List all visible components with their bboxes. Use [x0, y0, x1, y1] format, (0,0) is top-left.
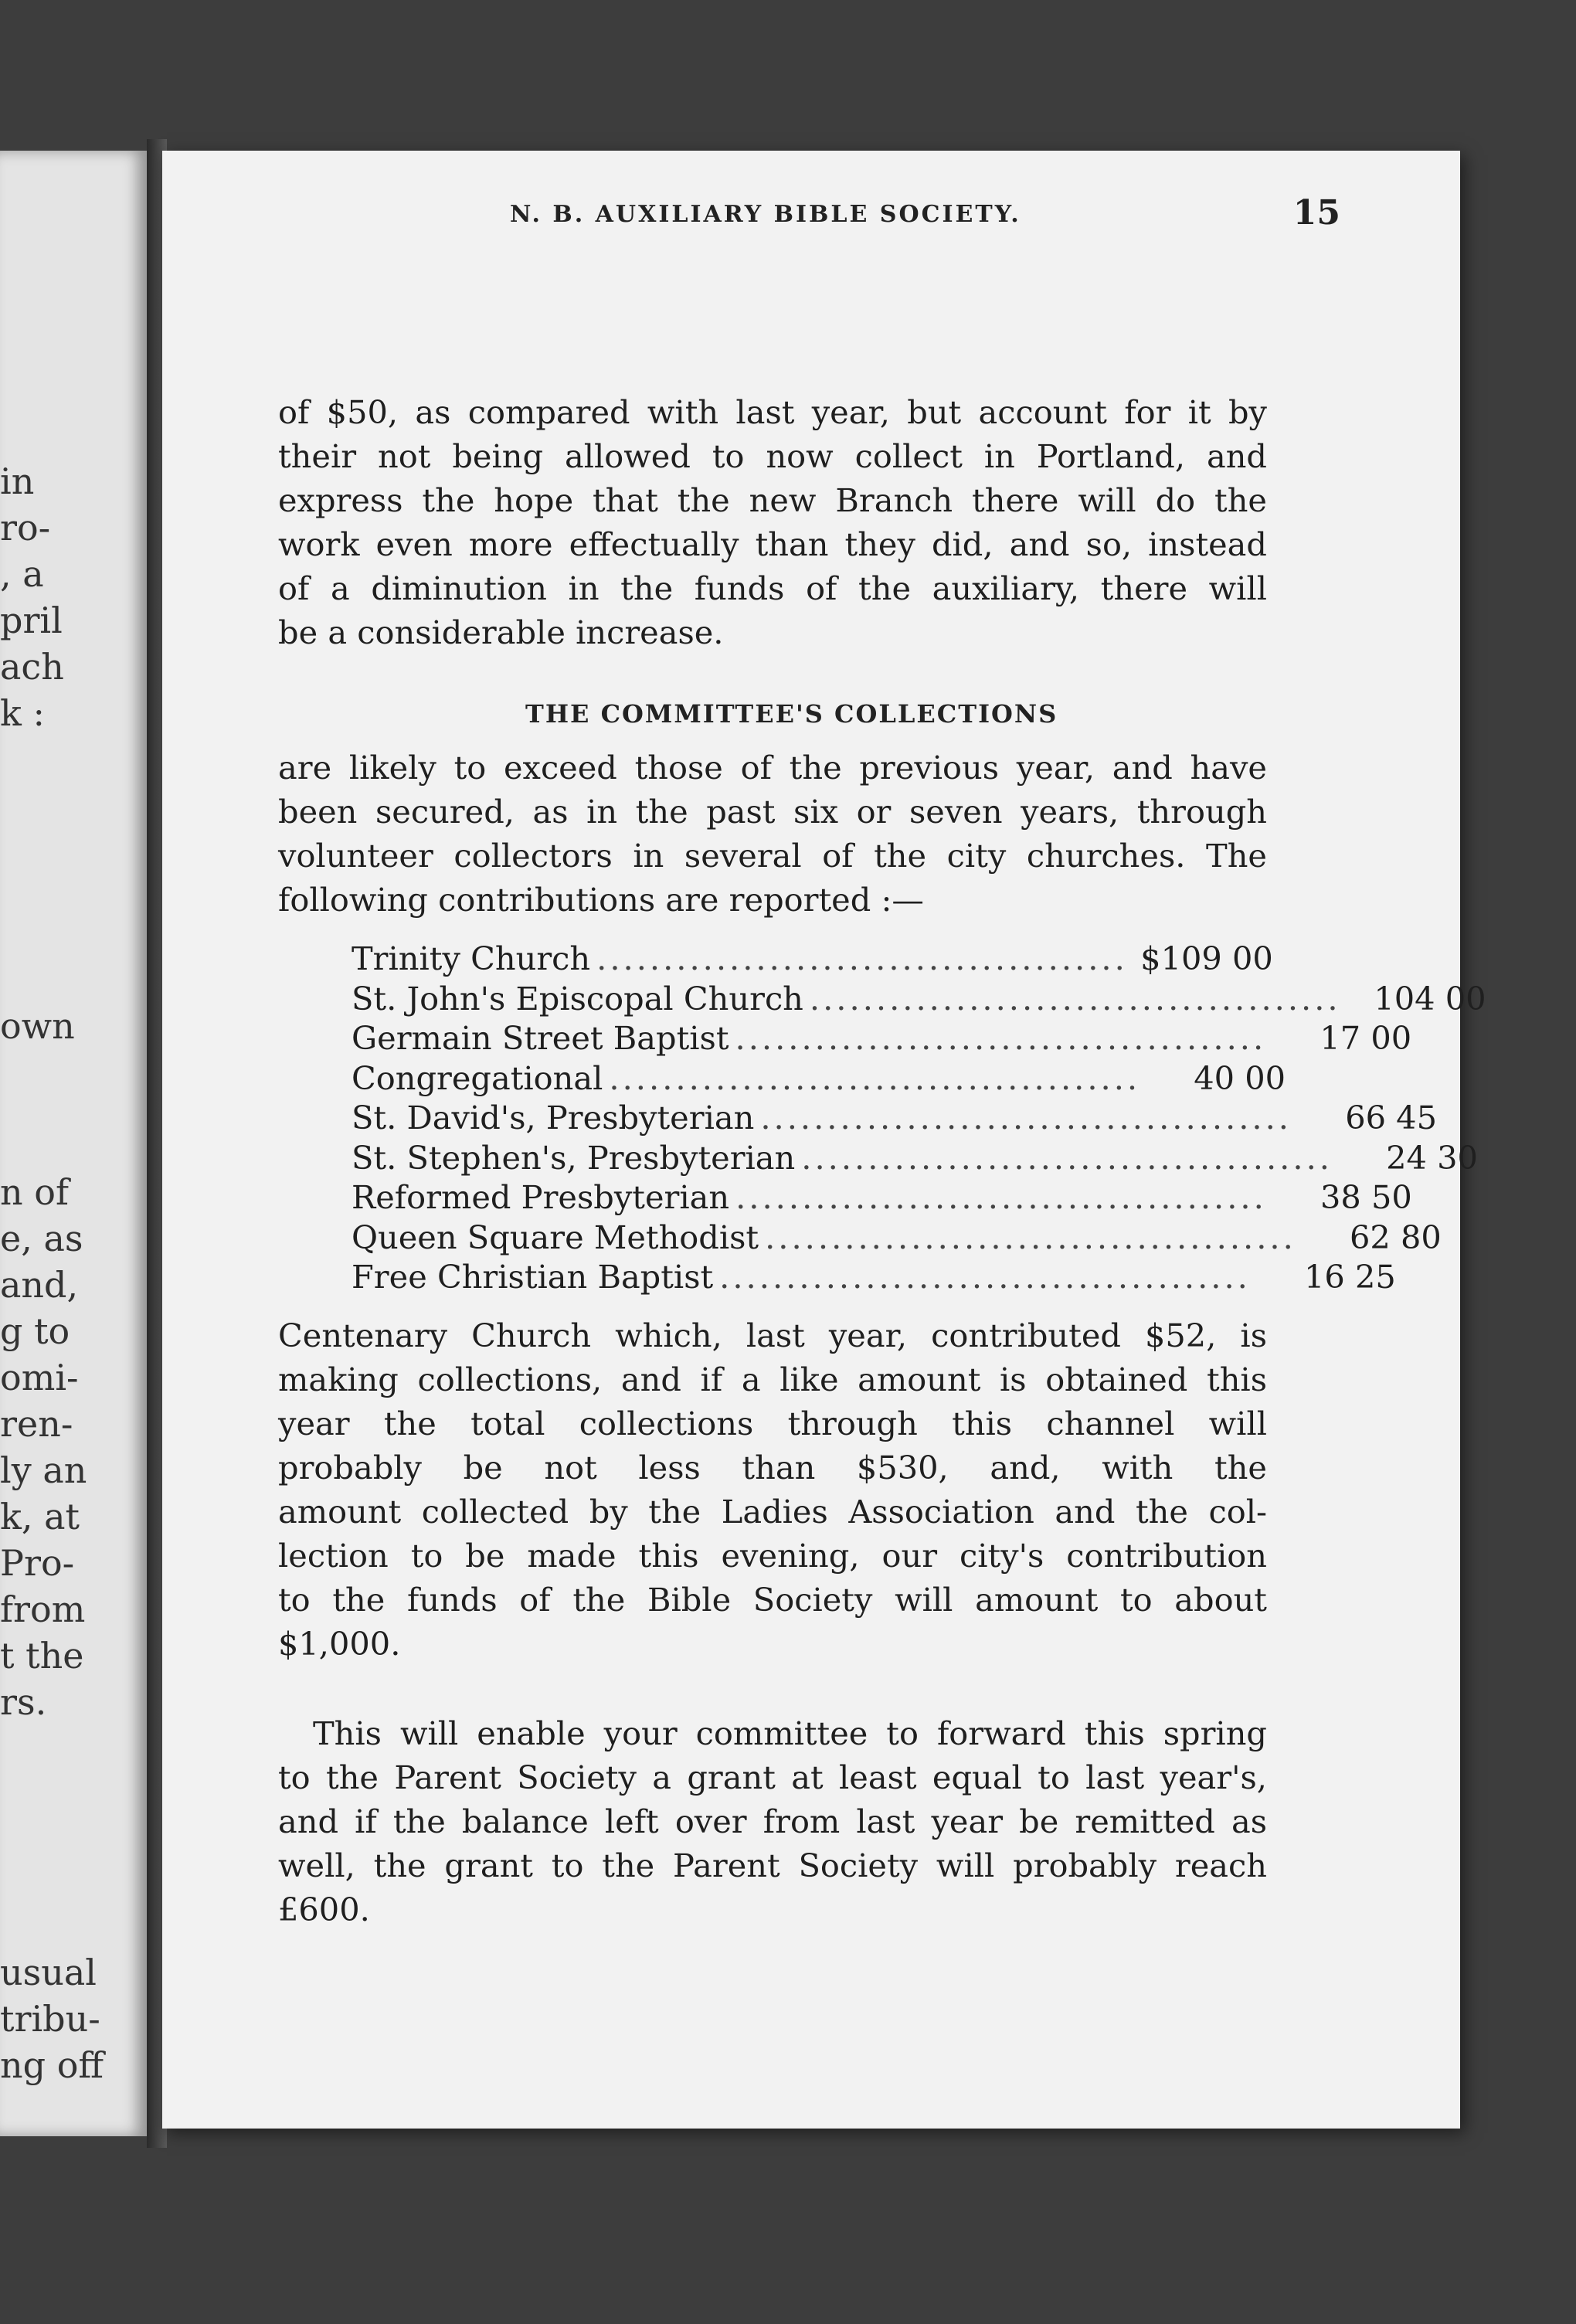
contribution-row: [352, 1218, 1442, 1258]
facing-page-fragment: t the: [0, 1635, 84, 1677]
facing-page-fragment: in: [0, 460, 35, 502]
text-line: to the Parent Society a grant at least equal to last year's,: [278, 1758, 1267, 1796]
contribution-amount: 66 45: [1345, 1099, 1437, 1137]
page-number: 15: [1292, 193, 1340, 233]
facing-page-fragment: from: [0, 1588, 86, 1630]
contribution-row: [352, 1257, 1396, 1297]
leader-dots: ........................................: [735, 1178, 1267, 1216]
church-name: Congregational: [352, 1058, 603, 1097]
facing-page-fragment: ly an: [0, 1449, 87, 1491]
text-line: express the hope that the new Branch there will do the: [278, 481, 1267, 519]
facing-page-fragment: own: [0, 1005, 75, 1047]
running-title: N. B. AUXILIARY BIBLE SOCIETY.: [510, 201, 1021, 228]
text-line: lection to be made this evening, our city's contribution: [278, 1537, 1267, 1575]
facing-page-fragment: omi-: [0, 1357, 79, 1398]
section-heading: THE COMMITTEE'S COLLECTIONS: [525, 699, 1058, 729]
facing-page-fragment: g to: [0, 1310, 70, 1352]
leader-dots: ........................................: [719, 1258, 1251, 1296]
text-line: are likely to exceed those of the previous year, and have: [278, 749, 1267, 787]
contribution-row: [352, 1018, 1412, 1058]
leader-dots: ........................................: [596, 939, 1128, 977]
contribution-row: [352, 1098, 1437, 1138]
contribution-amount: 16 25: [1304, 1258, 1396, 1296]
contribution-amount: 104 00: [1374, 979, 1486, 1018]
leader-dots: ........................................: [765, 1218, 1296, 1256]
leader-dots: ........................................: [760, 1099, 1292, 1137]
text-line: following contributions are reported :—: [278, 881, 924, 919]
text-line: well, the grant to the Parent Society will probably reach: [278, 1847, 1267, 1884]
contribution-row: [352, 1058, 1286, 1099]
contribution-amount: 17 00: [1320, 1019, 1412, 1057]
text-line: $1,000.: [278, 1625, 401, 1663]
leader-dots: ........................................: [809, 979, 1341, 1018]
contribution-amount: 62 80: [1349, 1218, 1442, 1256]
paragraph-1: [278, 390, 1267, 654]
contribution-row: [352, 979, 1486, 1019]
contribution-amount: 38 50: [1320, 1178, 1412, 1216]
church-name: Free Christian Baptist: [352, 1258, 714, 1296]
facing-page-fragment: k, at: [0, 1496, 80, 1537]
contribution-amount: $109 00: [1140, 939, 1273, 977]
text-line: Centenary Church which, last year, contributed $52, is: [278, 1317, 1267, 1354]
text-line: of $50, as compared with last year, but account for it by: [278, 393, 1267, 431]
facing-page-fragment: e, as: [0, 1218, 83, 1259]
contributions-table: [352, 939, 1486, 1297]
paragraph-2: [278, 746, 1267, 922]
facing-page-fragment: k :: [0, 692, 45, 734]
text-line: £600.: [278, 1891, 370, 1928]
church-name: St. Stephen's, Presbyterian: [352, 1138, 796, 1177]
leader-dots: ........................................: [609, 1058, 1141, 1097]
facing-page-edge: [0, 151, 147, 2136]
text-line: making collections, and if a like amount is obtained this: [278, 1361, 1267, 1398]
text-line: been secured, as in the past six or seven years, through: [278, 793, 1267, 831]
facing-page-fragment: ren-: [0, 1403, 73, 1445]
text-line: be a considerable increase.: [278, 613, 724, 651]
facing-page-fragment: , a: [0, 553, 44, 595]
facing-page-fragment: and,: [0, 1264, 79, 1306]
text-line: of a diminution in the funds of the auxiliary, there will: [278, 569, 1267, 607]
facing-page-fragment: ach: [0, 646, 64, 688]
text-line: amount collected by the Ladies Association and the col-: [278, 1493, 1267, 1531]
facing-page-fragment: Pro-: [0, 1542, 75, 1584]
contribution-amount: 40 00: [1194, 1058, 1286, 1097]
text-line: work even more effectually than they did, and so, instead: [278, 525, 1267, 563]
facing-page-fragment: tribu-: [0, 1998, 100, 2040]
contribution-row: [352, 1138, 1478, 1178]
facing-page-fragment: rs.: [0, 1681, 47, 1723]
facing-page-fragment: ro-: [0, 507, 51, 549]
text-line: This will enable your committee to forward this spring: [313, 1714, 1267, 1752]
church-name: Germain Street Baptist: [352, 1019, 729, 1057]
contribution-row: [352, 939, 1273, 979]
facing-page-fragment: ng off: [0, 2044, 104, 2086]
text-line: probably be not less than $530, and, with the: [278, 1449, 1267, 1486]
church-name: Trinity Church: [352, 939, 591, 977]
text-line: their not being allowed to now collect in Portland, and: [278, 437, 1267, 475]
text-line: year the total collections through this channel will: [278, 1405, 1267, 1442]
paragraph-3: [278, 1313, 1267, 1666]
paragraph-4: [278, 1711, 1267, 1932]
church-name: Queen Square Methodist: [352, 1218, 759, 1256]
leader-dots: ........................................: [801, 1138, 1333, 1177]
facing-page-fragment: pril: [0, 600, 63, 641]
church-name: Reformed Presbyterian: [352, 1178, 730, 1216]
page-header: [336, 193, 1340, 240]
contribution-amount: 24 30: [1386, 1138, 1478, 1177]
church-name: St. John's Episcopal Church: [352, 979, 803, 1018]
facing-page-fragment: usual: [0, 1952, 97, 1993]
text-line: to the funds of the Bible Society will amount to about: [278, 1581, 1267, 1619]
text-line: and if the balance left over from last year be remitted as: [278, 1802, 1267, 1840]
church-name: St. David's, Presbyterian: [352, 1099, 755, 1137]
leader-dots: ........................................: [735, 1019, 1267, 1057]
contribution-row: [352, 1177, 1412, 1218]
facing-page-fragment: n of: [0, 1171, 69, 1213]
text-line: volunteer collectors in several of the city churches. The: [278, 837, 1267, 875]
